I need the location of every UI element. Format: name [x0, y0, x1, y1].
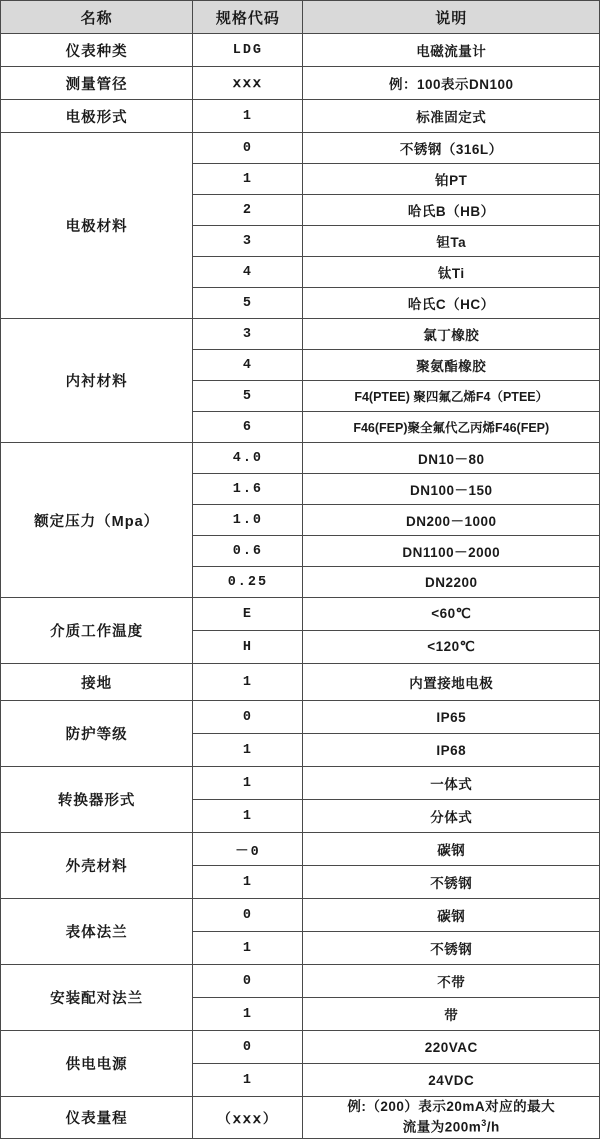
group-name-rated-pressure: 额定压力（Mpa） [1, 443, 193, 598]
desc-cell: DN200－1000 [303, 505, 600, 536]
group-name-converter-form: 转换器形式 [1, 767, 193, 833]
table-row [1, 833, 600, 866]
code-cell: －0 [193, 833, 303, 866]
table-row [1, 598, 600, 631]
code-cell: 5 [193, 381, 303, 412]
group-name-electrode-material: 电极材料 [1, 133, 193, 319]
header-name: 名称 [1, 1, 193, 34]
table-row [1, 1097, 600, 1139]
table-row [1, 701, 600, 734]
desc-cell: DN2200 [303, 567, 600, 598]
desc-cell: F4(PTEE) 聚四氟乙烯F4（PTEE） [303, 381, 600, 412]
group-name-instrument-type: 仪表种类 [1, 34, 193, 67]
table-row [1, 664, 600, 701]
desc-line-2-pre: 流量为200m [402, 1119, 482, 1135]
code-cell: 1 [193, 664, 303, 701]
table-header-row [1, 1, 600, 34]
group-name-medium-temperature: 介质工作温度 [1, 598, 193, 664]
table-row [1, 100, 600, 133]
desc-cell: 220VAC [303, 1031, 600, 1064]
code-cell: 0 [193, 133, 303, 164]
table-row [1, 1031, 600, 1064]
desc-cell: 钽Ta [303, 226, 600, 257]
code-cell: 1 [193, 100, 303, 133]
table-row [1, 34, 600, 67]
group-name-mating-flange: 安装配对法兰 [1, 965, 193, 1031]
table-row [1, 319, 600, 350]
desc-cell: 例：100表示DN100 [303, 67, 600, 100]
code-cell: 4 [193, 257, 303, 288]
desc-cell: IP68 [303, 734, 600, 767]
table-body [1, 34, 600, 1139]
table-row [1, 965, 600, 998]
group-name-protection-grade: 防护等级 [1, 701, 193, 767]
table-row [1, 767, 600, 800]
code-cell: 1 [193, 998, 303, 1031]
code-cell: 0 [193, 899, 303, 932]
code-cell: 1 [193, 767, 303, 800]
table-row [1, 67, 600, 100]
desc-cell: F46(FEP)聚全氟代乙丙烯F46(FEP) [303, 412, 600, 443]
desc-cell: 碳钢 [303, 833, 600, 866]
code-cell: 4.0 [193, 443, 303, 474]
code-cell: （ⅹⅹⅹ） [193, 1097, 303, 1139]
code-cell: 0 [193, 701, 303, 734]
desc-cell: 铂PT [303, 164, 600, 195]
code-cell: 6 [193, 412, 303, 443]
code-cell: 0 [193, 1031, 303, 1064]
desc-line-1: 例:（200）表示20mA对应的最大 [347, 1099, 556, 1114]
desc-cell: DN10－80 [303, 443, 600, 474]
desc-cell [303, 1097, 600, 1139]
code-cell: 1 [193, 164, 303, 195]
code-cell: 1.0 [193, 505, 303, 536]
table-header [1, 1, 600, 34]
desc-cell: <60℃ [303, 598, 600, 631]
code-cell: LDG [193, 34, 303, 67]
header-desc: 说明 [303, 1, 600, 34]
code-cell: 0 [193, 965, 303, 998]
desc-line-2-post: /h [486, 1119, 500, 1135]
desc-line-2 [303, 1117, 599, 1138]
code-cell: 5 [193, 288, 303, 319]
table-row [1, 899, 600, 932]
desc-cell: 不锈钢 [303, 866, 600, 899]
desc-cell: <120℃ [303, 631, 600, 664]
desc-cell: 聚氨酯橡胶 [303, 350, 600, 381]
desc-cell: 哈氏C（HC） [303, 288, 600, 319]
code-cell: 0.6 [193, 536, 303, 567]
desc-cell: 内置接地电极 [303, 664, 600, 701]
code-cell: 4 [193, 350, 303, 381]
group-name-pipe-diameter: 测量管径 [1, 67, 193, 100]
table-row [1, 133, 600, 164]
code-cell: 1 [193, 866, 303, 899]
group-name-electrode-form: 电极形式 [1, 100, 193, 133]
desc-cell: 不锈钢 [303, 932, 600, 965]
code-cell: 1.6 [193, 474, 303, 505]
code-cell: 3 [193, 319, 303, 350]
desc-cell: 碳钢 [303, 899, 600, 932]
desc-cell: IP65 [303, 701, 600, 734]
code-cell: 3 [193, 226, 303, 257]
desc-cell: 钛Ti [303, 257, 600, 288]
desc-cell: 不锈钢（316L） [303, 133, 600, 164]
desc-cell: 带 [303, 998, 600, 1031]
group-name-power-supply: 供电电源 [1, 1031, 193, 1097]
code-cell: E [193, 598, 303, 631]
desc-cell: DN100－150 [303, 474, 600, 505]
code-cell: 2 [193, 195, 303, 226]
code-cell: 1 [193, 932, 303, 965]
code-cell: ⅹⅹⅹ [193, 67, 303, 100]
code-cell: 0.25 [193, 567, 303, 598]
desc-cell: 一体式 [303, 767, 600, 800]
desc-cell: 24VDC [303, 1064, 600, 1097]
table-row [1, 443, 600, 474]
code-cell: 1 [193, 1064, 303, 1097]
code-cell: 1 [193, 800, 303, 833]
group-name-measuring-range: 仪表量程 [1, 1097, 193, 1139]
desc-cell: 哈氏B（HB） [303, 195, 600, 226]
group-name-lining-material: 内衬材料 [1, 319, 193, 443]
desc-cell: 不带 [303, 965, 600, 998]
code-cell: 1 [193, 734, 303, 767]
desc-cell: DN1100－2000 [303, 536, 600, 567]
desc-cell: 标准固定式 [303, 100, 600, 133]
desc-cell: 电磁流量计 [303, 34, 600, 67]
group-name-grounding: 接地 [1, 664, 193, 701]
header-code: 规格代码 [193, 1, 303, 34]
desc-cell: 氯丁橡胶 [303, 319, 600, 350]
group-name-housing-material: 外壳材料 [1, 833, 193, 899]
desc-cell: 分体式 [303, 800, 600, 833]
code-cell: H [193, 631, 303, 664]
group-name-body-flange: 表体法兰 [1, 899, 193, 965]
desc-superscript: 3 [481, 1118, 487, 1129]
